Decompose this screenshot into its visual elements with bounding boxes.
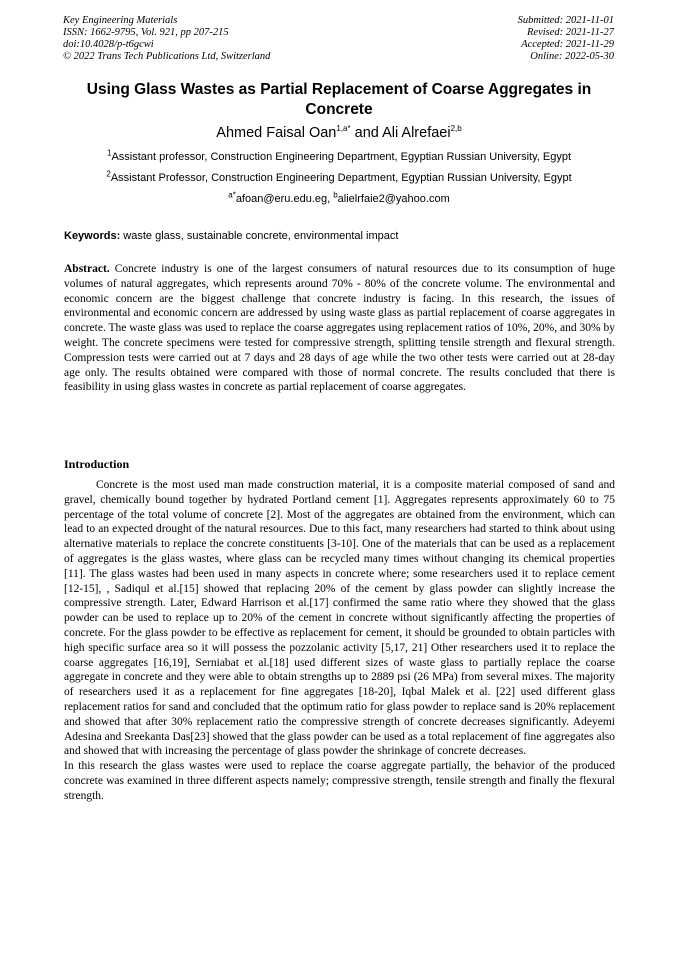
- date-online: Online: 2022-05-30: [530, 51, 614, 62]
- email-1-marker: a*: [228, 190, 236, 200]
- author-1-affiliation: 1,a*: [336, 124, 351, 134]
- affiliation-2: [63, 171, 615, 185]
- introduction-paragraph-2: In this research the glass wastes were used to replace the coarse aggregate partially, the behavior of the produced concrete was examined in three different aspects namely; compressive strength, tensile strength and finally the flexural strength.: [64, 760, 615, 802]
- paper-title: Using Glass Wastes as Partial Replacement of Coarse Aggregates in Concrete: [86, 81, 592, 118]
- keywords-text: waste glass, sustainable concrete, environmental impact: [120, 230, 399, 242]
- keywords-label: Keywords:: [64, 230, 121, 242]
- journal-issn: ISSN: 1662-9795, Vol. 921, pp 207-215: [63, 27, 229, 38]
- affiliation-2-marker: 2: [106, 169, 111, 179]
- abstract-label: Abstract.: [64, 263, 110, 275]
- abstract-text: Concrete industry is one of the largest consumers of natural resources due to its consumption of huge volumes of natural aggregates, which represents around 70% - 80% of the concrete volume. The environmental and economic concern are the biggest challenge that concrete industry is facing. In this research, the issues of environmental and economic concern are addressed by using waste glass as partial replacement of coarse aggregates in concrete. The waste glass was used to replace the coarse aggregates using replacement ratios of 10%, 20%, and 30% by weight. The concrete specimens were tested for compressive strength, splitting tensile strength and flexural strength. Compression tests were carried out at 7 days and 28 days of age while the two other tests were carried out at 28-day age only. The results obtained were compared with those of normal concrete. The results concluded that there is feasibility in using glass wastes in concrete as partial replacement of coarse aggregates.: [64, 263, 615, 394]
- journal-copyright: © 2022 Trans Tech Publications Ltd, Switzerland: [63, 51, 271, 62]
- introduction-paragraph-1: Concrete is the most used man made construction material, it is a composite material composed of sand and gravel, chemically bound together by hydrated Portland cement [1]. Aggregates represents approximately 60 to 75 percentage of the total volume of concrete [2]. Most of the aggregates are obtained from the environment, which can lead to an expected drought of the natural resources. Due to this fact, many researchers had started to think about using alternative materials to replace the concrete constituents [3-10]. One of the materials that can be used as a replacement of aggregates is the glass wastes, where glass can be recycled many times without changing its chemical properties [11]. The glass wastes had been used in many aspects in concrete where; some researchers used it to replace cement [12-15], , Sadiqul et al.[15] showed that replacing 20% of the cement by glass powder can slightly increase the compressive strength. Later, Edward Harrison et al.[17] confirmed the same ratio where they showed that the glass powder can be used to replace up to 20% of the cement in concrete without significantly affecting the properties of concrete. For the glass powder to be effective as replacement for cement, it should be grounded to obtain particles with high specific surface area so it will possess the pozzolanic activity [5,17, 21] Other researchers used it to replace the coarse aggregates [16,19], Serniabat et al.[18] used different sizes of waste glass to partially replace the coarse aggregate in concrete and they were able to obtain strengths up to 2889 psi (26 MPa) from several mixes. The majority of researchers used it as a replacement for fine aggregates [18-20], Iqbal Malek et al. [22] used different glass replacement ratios for sand and concluded that the optimum ratio for glass powder to replace sand is 20% replacement and showed that after 30% replacement ratio the compressive strength of concrete decreases significantly. Adeyemi Adesina and Sreekanta Das[23] showed that the glass powder can be used as a total replacement of fine aggregates also and showed that with increasing the percentage of glass powder the shrinkage of concrete decreases.: [64, 479, 615, 758]
- email-1-link[interactable]: afoan@eru.edu.eg,: [235, 193, 334, 205]
- author-joiner: and: [350, 125, 383, 141]
- email-2-marker: b: [333, 190, 338, 200]
- keywords: [64, 229, 616, 243]
- introduction-body: [64, 478, 615, 804]
- author-2-name: Ali Alrefaei: [382, 125, 451, 141]
- journal-info: [63, 15, 270, 63]
- date-submitted: Submitted: 2021-11-01: [517, 15, 614, 26]
- author-1-name: Ahmed Faisal Oan: [216, 125, 337, 141]
- journal-name: Key Engineering Materials: [63, 15, 178, 26]
- introduction-heading: Introduction: [64, 457, 130, 471]
- affiliation-1-marker: 1: [106, 148, 112, 158]
- journal-doi: doi:10.4028/p-t6gcwi: [63, 39, 154, 50]
- affiliation-1: [63, 150, 615, 164]
- submission-dates: [518, 15, 614, 63]
- email-2-link[interactable]: alielrfaie2@yahoo.com: [337, 193, 450, 205]
- date-revised: Revised: 2021-11-27: [527, 27, 614, 38]
- date-accepted: Accepted: 2021-11-29: [521, 39, 614, 50]
- author-line: [63, 124, 615, 142]
- email-line: [63, 192, 615, 206]
- author-2-affiliation: 2,b: [450, 124, 462, 134]
- abstract: [64, 262, 615, 395]
- affiliation-2-text: Assistant Professor, Construction Engineering Department, Egyptian Russian University, Egypt: [110, 172, 572, 184]
- affiliation-1-text: Assistant professor, Construction Engineering Department, Egyptian Russian University, Egypt: [111, 151, 572, 163]
